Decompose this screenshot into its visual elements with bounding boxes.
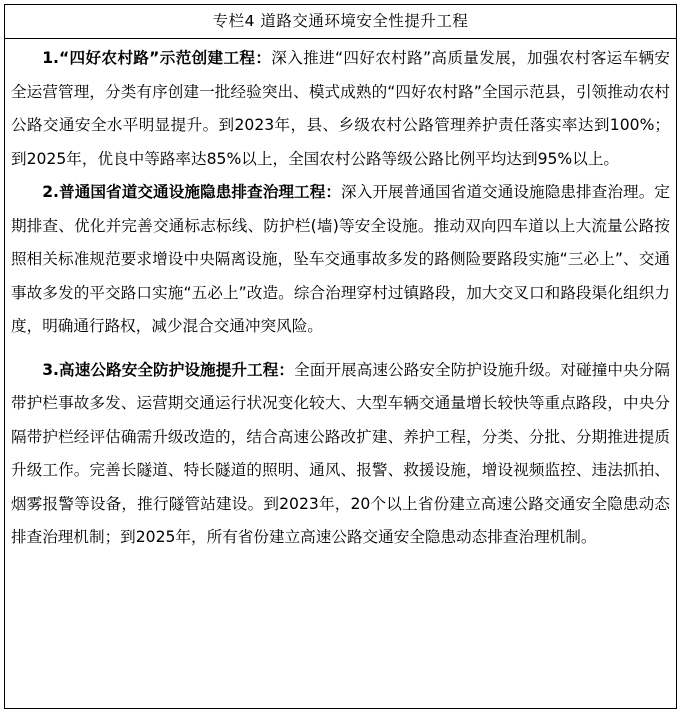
section-heading: 高速公路安全防护设施提升工程： bbox=[58, 360, 295, 379]
section-body: 深入开展普通国省道交通设施隐患排查治理。定期排查、优化并完善交通标志标线、防护栏(墙)等安全设施。推动双向四车道以上大流量公路按照相关标准规范要求增设中央隔离设施，坠车交通事故多发的路侧险要路段实施“三必上”、交通事故多发的平交路口实施“五必上”改造。综合治理穿村过镇路段，加大交叉口和路段渠化组织力度，明确通行路权，减少混合交通冲突风险。 bbox=[11, 183, 670, 335]
section-body: 深入推进“四好农村路”高质量发展，加强农村客运车辆安全运营管理，分类有序创建一批经验突出、模式成熟的“四好农村路”全国示范县，引领推动农村公路交通安全水平明显提升。到2023年，县、乡级农村公路管理养护责任落实率达到100%；到2025年，优良中等路率达85%以上，全国农村公路等级公路比例平均达到95%以上。 bbox=[11, 49, 670, 168]
section-number: 3. bbox=[42, 360, 59, 379]
section-heading: “四好农村路”示范创建工程： bbox=[58, 49, 272, 67]
box-title: 专栏4 道路交通环境安全性提升工程 bbox=[5, 5, 676, 39]
section-2 bbox=[11, 176, 670, 344]
box-content bbox=[5, 39, 676, 555]
section-heading: 普通国省道交通设施隐患排查治理工程： bbox=[58, 183, 342, 201]
section-3 bbox=[11, 354, 670, 555]
section-body: 全面开展高速公路安全防护设施升级。对碰撞中央分隔带护栏事故多发、运营期交通运行状况变化较大、大型车辆交通量增长较快等重点路段，中央分隔带护栏经评估确需升级改造的，结合高速公路改扩建、养护工程，分类、分批、分期推进提质升级工作。完善长隧道、特长隧道的照明、通风、报警、救援设施，增设视频监控、违法抓拍、烟雾报警等设备，推行隧管站建设。到2023年，20个以上省份建立高速公路交通安全隐患动态排查治理机制；到2025年，所有省份建立高速公路交通安全隐患动态排查治理机制。 bbox=[11, 360, 670, 546]
section-number: 1. bbox=[42, 49, 59, 67]
section-number: 2. bbox=[42, 183, 59, 201]
section-1 bbox=[11, 42, 670, 176]
special-column-box bbox=[4, 4, 677, 709]
